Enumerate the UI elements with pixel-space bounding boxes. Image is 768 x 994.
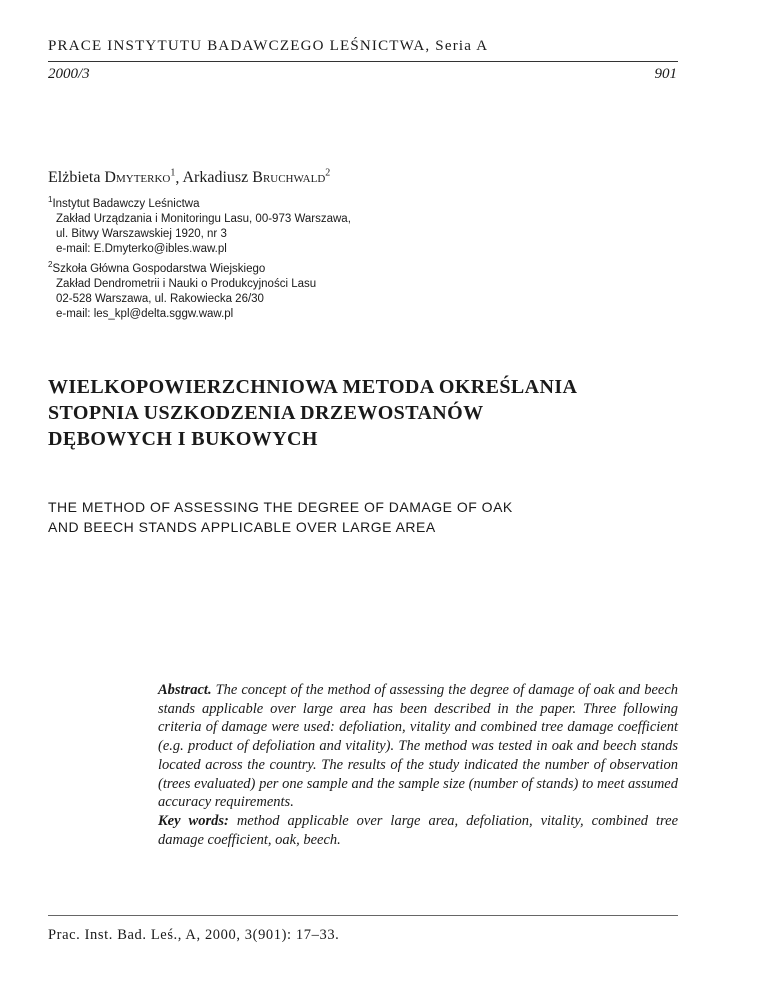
- title-english-line-1: THE METHOD OF ASSESSING THE DEGREE OF DAMAGE OF OAK: [48, 499, 513, 515]
- header-rule: [48, 61, 678, 62]
- affiliation-1-email: e-mail: E.Dmyterko@ibles.waw.pl: [56, 242, 227, 255]
- author-1-first-name: Elżbieta: [48, 169, 101, 187]
- author-2: [183, 169, 331, 186]
- title-polish-line-1: WIELKOPOWIERZCHNIOWA METODA OKREŚLANIA: [48, 376, 578, 398]
- abstract-text: The concept of the method of assessing the degree of damage of oak and beech stands applicable over large area has been described in the paper. Three following criteria of damage were used: defoliation, vitality and combined tree damage coefficient (e.g. product of defoliation and vitality). The method was tested in oak and beech stands located across the country. The results of the study indicated the number of observation (trees evaluated) per one sample and the sample size (number of stands) to meet assumed accuracy requirements.: [158, 682, 679, 811]
- footer-rule: [48, 915, 678, 916]
- title-english-line-2: AND BEECH STANDS APPLICABLE OVER LARGE AREA: [48, 519, 436, 535]
- affiliation-2-institute: Szkoła Główna Gospodarstwa Wiejskiego: [52, 262, 266, 275]
- affiliation-1-ref: 1: [48, 195, 53, 204]
- affiliation-2-address: 02-528 Warszawa, ul. Rakowiecka 26/30: [56, 292, 264, 305]
- title-polish-line-3: DĘBOWYCH I BUKOWYCH: [48, 428, 318, 450]
- citation: Prac. Inst. Bad. Leś., A, 2000, 3(901): 17–33.: [48, 927, 340, 943]
- keywords-text: method applicable over large area, defoliation, vitality, combined tree damage coefficient, oak, beech.: [158, 812, 678, 848]
- abstract: [158, 681, 678, 849]
- affiliation-2-line-1: [48, 259, 266, 275]
- author-1: [48, 169, 175, 186]
- affiliation-1-institute: Instytut Badawczy Leśnictwa: [52, 197, 200, 210]
- abstract-paragraph: [158, 681, 678, 812]
- affiliation-1-address: ul. Bitwy Warszawskiej 1920, nr 3: [56, 227, 227, 240]
- issue-number: 2000/3: [48, 66, 90, 82]
- author-1-affiliation-ref: 1: [170, 168, 176, 179]
- author-2-last-name: Bruchwald: [252, 169, 326, 187]
- affiliation-1-line-1: [48, 195, 200, 210]
- abstract-label: Abstract.: [158, 682, 212, 698]
- keywords-paragraph: [158, 812, 678, 849]
- page-number: 901: [654, 66, 677, 82]
- title-polish-line-2: STOPNIA USZKODZENIA DRZEWOSTANÓW: [48, 402, 484, 424]
- affiliation-2-email: e-mail: les_kpl@delta.sggw.waw.pl: [56, 307, 234, 320]
- journal-name: PRACE INSTYTUTU BADAWCZEGO LEŚNICTWA, Seria A: [48, 38, 489, 54]
- author-2-first-name: Arkadiusz: [182, 169, 249, 187]
- affiliation-2-department: Zakład Dendrometrii i Nauki o Produkcyjności Lasu: [56, 277, 317, 290]
- author-2-affiliation-ref: 2: [325, 168, 331, 179]
- affiliation-2-ref: 2: [48, 259, 53, 269]
- author-1-last-name: Dmyterko: [104, 169, 171, 187]
- affiliation-1: [48, 192, 351, 257]
- affiliations: [48, 192, 351, 322]
- affiliation-2: [48, 257, 351, 322]
- title-english: [48, 497, 698, 537]
- affiliation-1-department: Zakład Urządzania i Monitoringu Lasu, 00-973 Warszawa,: [56, 212, 351, 225]
- keywords-label: Key words:: [158, 812, 229, 829]
- title-polish: [48, 374, 698, 452]
- author-line: Elżbieta Dmyterko$^1$, Arkadiusz Bruchwald$^2$: [48, 168, 331, 187]
